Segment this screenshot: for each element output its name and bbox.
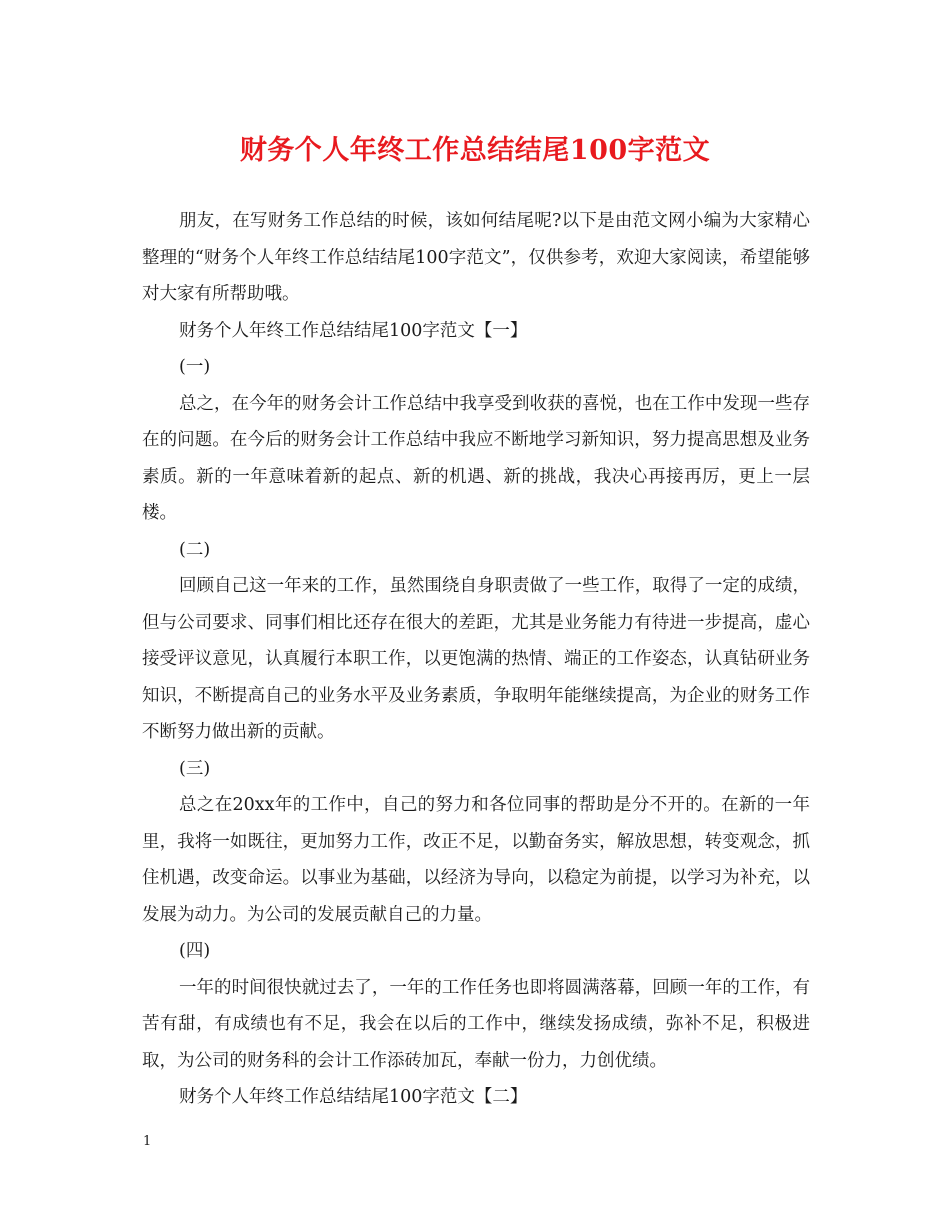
body-paragraph-3: 总之在20xx年的工作中，自己的努力和各位同事的帮助是分不开的。在新的一年里，我将一如既往，更加努力工作，改正不足，以勤奋务实，解放思想，转变观念，抓住机遇，改变命运。以事业为基础，以经济为导向，以稳定为前提，以学习为补充，以发展为动力。为公司的发展贡献自己的力量。 (142, 795, 810, 925)
body-paragraph-1: 总之，在今年的财务会计工作总结中我享受到收获的喜悦，也在工作中发现一些存在的问题。在今后的财务会计工作总结中我应不断地学习新知识，努力提高思想及业务素质。新的一年意味着新的起点、新的机遇、新的挑战，我决心再接再厉，更上一层楼。 (142, 393, 810, 523)
subsection-label-3: (三) (179, 758, 211, 779)
section-heading-one: 财务个人年终工作总结结尾100字范文【一】 (179, 320, 528, 341)
document-title: 财务个人年终工作总结结尾100字范文 (239, 135, 711, 166)
body-paragraph-4: 一年的时间很快就过去了，一年的工作任务也即将圆满落幕，回顾一年的工作，有苦有甜，有成绩也有不足，我会在以后的工作中，继续发扬成绩，弥补不足，积极进取，为公司的财务科的会计工作添砖加瓦，奉献一份力，力创优绩。 (142, 977, 810, 1071)
subsection-label-2: (二) (179, 539, 211, 560)
section-heading-two: 财务个人年终工作总结结尾100字范文【二】 (179, 1087, 528, 1107)
document-body (142, 203, 810, 1116)
subsection-label-1: (一) (179, 357, 211, 377)
subsection-label-4: (四) (179, 941, 211, 961)
body-paragraph-2: 回顾自己这一年来的工作，虽然围绕自身职责做了一些工作，取得了一定的成绩，但与公司要求、同事们相比还存在很大的差距，尤其是业务能力有待进一步提高，虚心接受评议意见，认真履行本职工作，以更饱满的热情、端正的工作姿态，认真钻研业务知识，不断提高自己的业务水平及业务素质，争取明年能继续提高，为企业的财务工作不断努力做出新的贡献。 (142, 576, 810, 742)
page-number: 1 (143, 1134, 152, 1149)
intro-paragraph: 朋友，在写财务工作总结的时候，该如何结尾呢?以下是由范文网小编为大家精心整理的“财务个人年终工作总结结尾100字范文”，仅供参考，欢迎大家阅读，希望能够对大家有所帮助哦。 (142, 211, 810, 304)
